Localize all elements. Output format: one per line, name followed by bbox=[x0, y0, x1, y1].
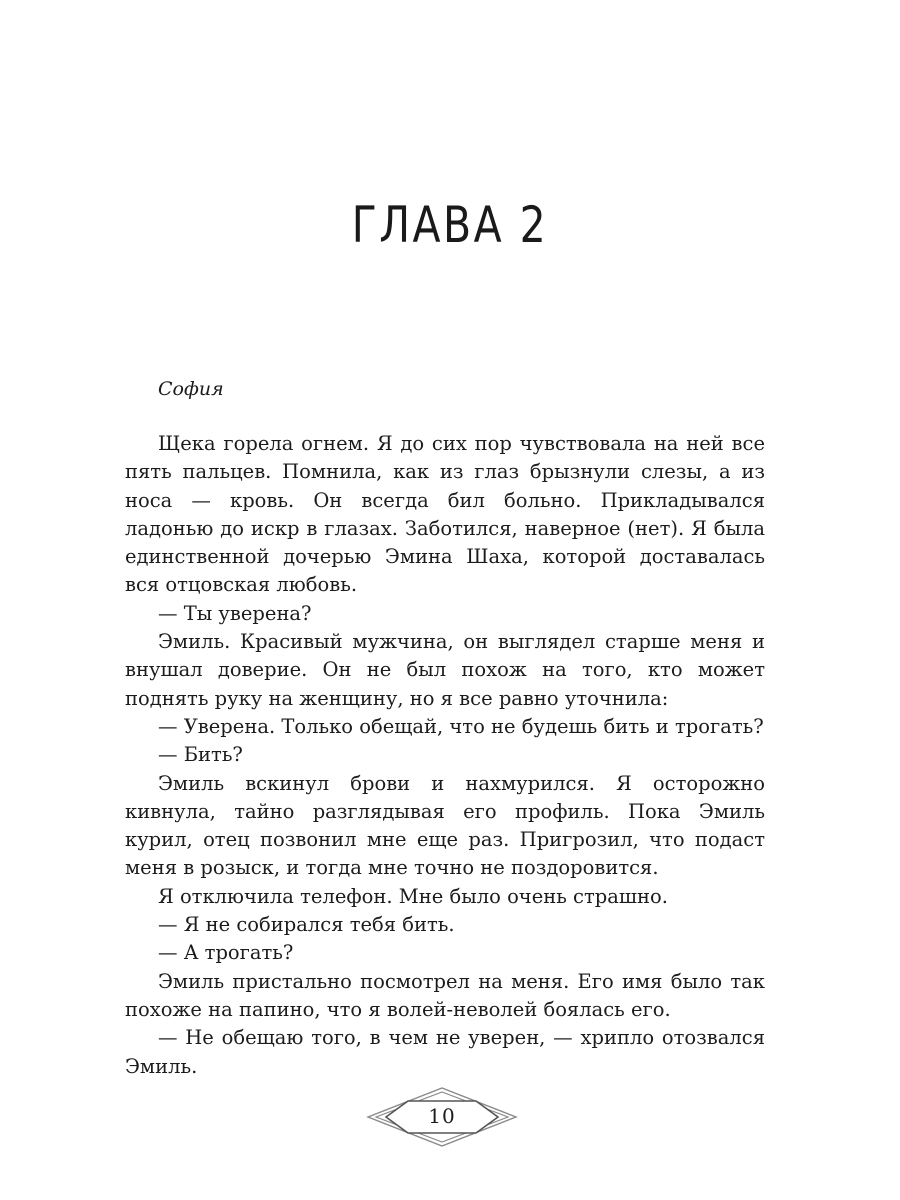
paragraph: Щека горела огнем. Я до сих пор чувствовала на ней все пять пальцев. Помнила, как из глаз брызнули слезы, а из носа — кровь. Он всегда бил больно. Прикладывался ладонью до искр в глазах. Заботился, наверное (нет). Я была единственной дочерью Эмина Шаха, которой доставалась вся отцовская любовь. bbox=[125, 432, 765, 597]
paragraph: — Не обещаю того, в чем не уверен, — хрипло отозвался Эмиль. bbox=[125, 1026, 765, 1078]
paragraph: Эмиль вскинул брови и нахмурился. Я осторожно кивнула, тайно разглядывая его профиль. Пока Эмиль курил, отец позвонил мне еще раз. Пригрозил, что подаст меня в розыск, и тогда мне точно не поздоровится. bbox=[125, 771, 765, 880]
paragraph: — Я не собирался тебя бить. bbox=[158, 913, 455, 937]
paragraph: Эмиль пристально посмотрел на меня. Его имя было так похоже на папино, что я волей-неволей боялась его. bbox=[125, 969, 765, 1021]
paragraph: — Ты уверена? bbox=[158, 601, 312, 625]
paragraph: — Уверена. Только обещай, что не будешь бить и трогать? bbox=[158, 714, 764, 738]
paragraph: Эмиль. Красивый мужчина, он выглядел старше меня и внушал доверие. Он не был похож на того, кто может поднять руку на женщину, но я все равно уточнила: bbox=[125, 630, 765, 710]
chapter-body bbox=[125, 430, 765, 1081]
paragraph: — А трогать? bbox=[158, 941, 294, 965]
narrator-name: София bbox=[158, 378, 224, 400]
page-number-ornament bbox=[366, 1086, 518, 1148]
paragraph: — Бить? bbox=[158, 743, 243, 767]
page-number: 10 bbox=[428, 1104, 456, 1128]
chapter-title: ГЛАВА 2 bbox=[351, 196, 549, 254]
paragraph: Я отключила телефон. Мне было очень страшно. bbox=[158, 884, 668, 908]
